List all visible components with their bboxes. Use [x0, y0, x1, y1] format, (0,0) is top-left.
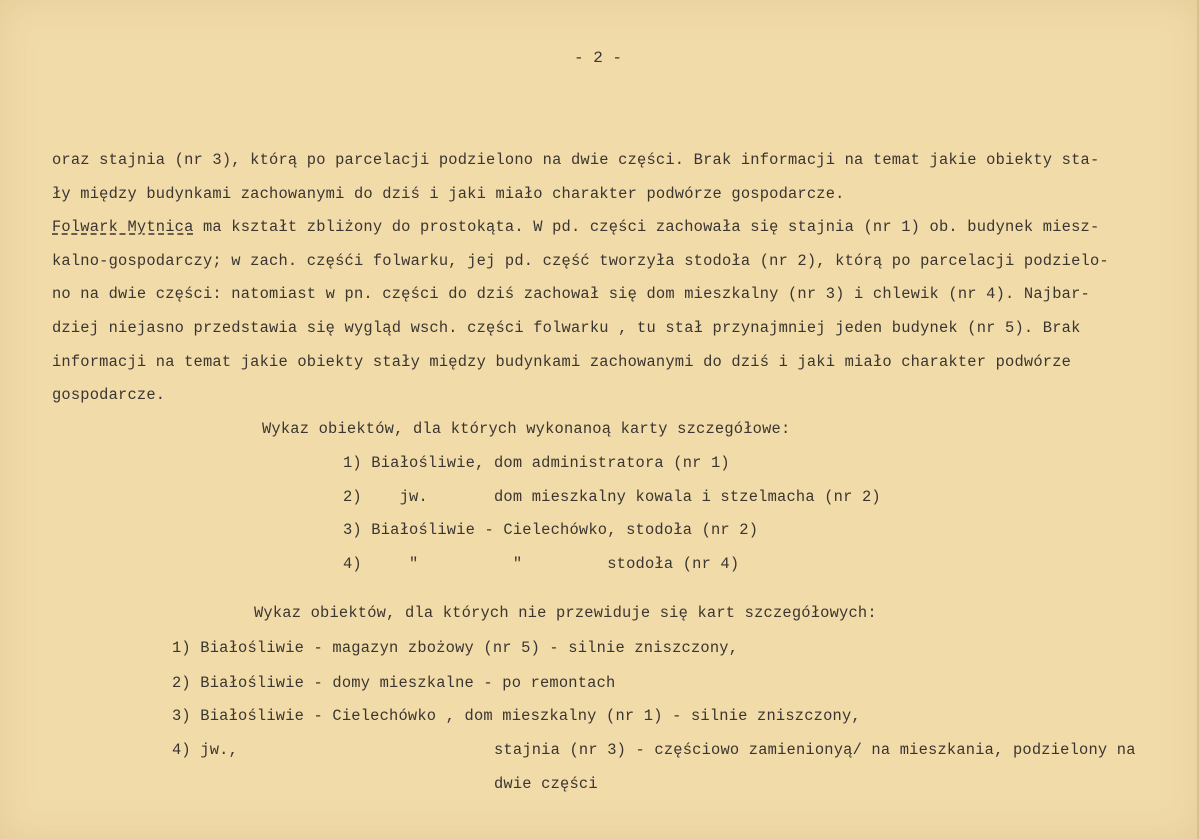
- paragraph1-line1: oraz stajnia (nr 3), którą po parcelacji podzielono na dwie części. Brak informacji na temat jakie obiekty sta-: [52, 151, 1100, 169]
- list-none-item-4-cont: stajnia (nr 3) - częściowo zamienionyą/ na mieszkania, podzielony na: [494, 741, 1136, 759]
- list-none-item-4-cont2: dwie części: [494, 775, 598, 793]
- paragraph2-line1: [52, 218, 1099, 236]
- list-none-item-4: 4) jw.,: [172, 741, 239, 759]
- list-none-item-1: 1) Białośliwie - magazyn zbożowy (nr 5) - silnie zniszczony,: [172, 639, 739, 657]
- folwark-heading: Folwark Mytnica: [52, 218, 194, 236]
- paragraph2-line5: informacji na temat jakie obiekty stały między budynkami zachowanymi do dziś i jaki miało charakter podwórze: [52, 353, 1072, 371]
- list-none-item-3: 3) Białośliwie - Cielechówko , dom mieszkalny (nr 1) - silnie zniszczony,: [172, 707, 861, 725]
- paragraph2-line4: dziej niejasno przedstawia się wygląd wsch. części folwarku , tu stał przynajmniej jeden budynek (nr 5). Brak: [52, 319, 1081, 337]
- paragraph2-line3: no na dwie części: natomiast w pn. części do dziś zachował się dom mieszkalny (nr 3) i chlewik (nr 4). Najbar-: [52, 285, 1090, 303]
- list-detailed-item-2: 2) jw. dom mieszkalny kowala i stzelmacha (nr 2): [343, 488, 881, 506]
- list-detailed-item-3: 3) Białośliwie - Cielechówko, stodoła (nr 2): [343, 521, 759, 539]
- page-number: - 2 -: [574, 49, 623, 67]
- paragraph1-line2: ły między budynkami zachowanymi do dziś i jaki miało charakter podwórze gospodarcze.: [52, 185, 845, 203]
- list-detailed-item-4: 4) " " stodoła (nr 4): [343, 555, 740, 573]
- paragraph2-line1-rest: ma kształt zbliżony do prostokąta. W pd. części zachowała się stajnia (nr 1) ob. budynek miesz-: [193, 218, 1100, 236]
- paragraph2-line2: kalno-gospodarczy; w zach. częśći folwarku, jej pd. część tworzyła stodoła (nr 2), którą po parcelacji podzielo-: [52, 252, 1109, 270]
- list-none-heading: Wykaz obiektów, dla których nie przewiduje się kart szczegółowych:: [254, 604, 877, 622]
- list-none-item-2: 2) Białośliwie - domy mieszkalne - po remontach: [172, 674, 616, 692]
- list-detailed-item-1: 1) Białośliwie, dom administratora (nr 1): [343, 454, 730, 472]
- list-detailed-heading: Wykaz obiektów, dla których wykonanoą karty szczegółowe:: [262, 420, 791, 438]
- paragraph2-line6: gospodarcze.: [52, 386, 166, 404]
